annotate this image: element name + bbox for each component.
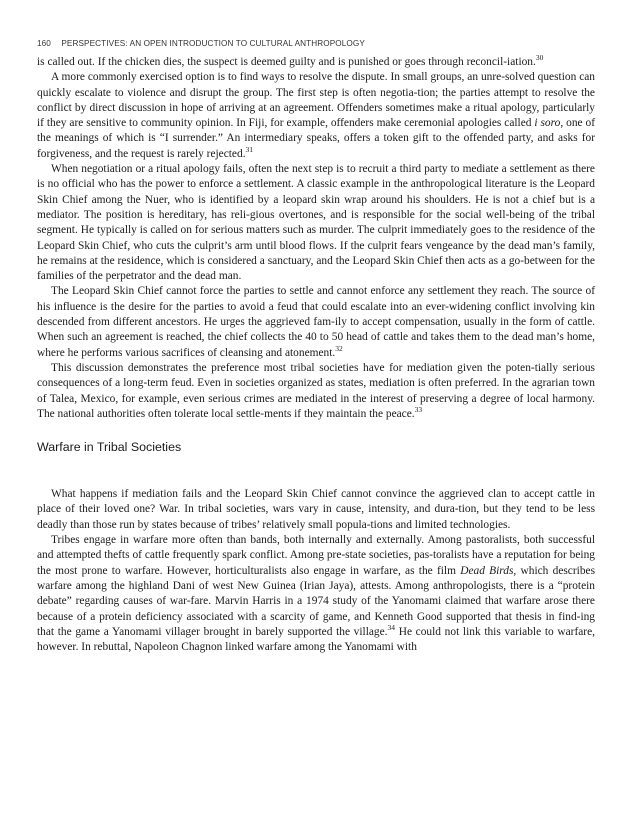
paragraph xyxy=(37,55,595,70)
paragraph-text: This discussion demonstrates the preference most tribal societies have for mediation given the poten-tially serious consequences of a long-term feud. Even in societies organized as states, mediation is often preferred. In the agrarian town of Talea, Mexico, for example, even serious crimes are mediated in the interest of preserving a degree of local harmony. The national authorities often tolerate local settle-ments if they maintain the peace. xyxy=(37,361,595,420)
page-number: 160 xyxy=(37,39,51,48)
paragraph-text-continued: , one of the meanings of which is “I surrender.” An intermediary speaks, offers a token gift to the offended party, and asks for forgiveness, and the request is rarely rejected. xyxy=(37,117,595,160)
footnote-ref: 33 xyxy=(414,405,423,415)
italic-term: i soro xyxy=(534,117,561,130)
paragraph-text: Tribes engage in warfare more often than bands, both internally and externally. Among pastoralists, both successful and attempted thefts of cattle frequently spark conflict. Among pre-state societies, pas-toralists have a reputation for being the most prone to warfare. However, horticulturalists also engage in warfare, as the film xyxy=(37,534,595,577)
paragraph xyxy=(37,162,595,284)
running-title: PERSPECTIVES: AN OPEN INTRODUCTION TO CULTURAL ANTHROPOLOGY xyxy=(61,39,365,48)
paragraph xyxy=(37,284,595,360)
paragraph-text: The Leopard Skin Chief cannot force the parties to settle and cannot enforce any settlement they reach. The source of his influence is the desire for the parties to avoid a feud that could escalate into an ever-widening conflict involving kin descended from different ancestors. He urges the aggrieved fam-ily to accept compensation, usually in the form of cattle. When such an agreement is reached, the chief collects the 40 to 50 head of cattle and takes them to the dead man’s home, where he performs various sacrifices of cleansing and atonement. xyxy=(37,285,595,359)
paragraph-text-end: He could not link this variable to warfare, however. In rebuttal, Napoleon Chagnon linked warfare among the Yanomami with xyxy=(37,625,595,654)
paragraph-text-continued: , which describes warfare among the highland Dani of west New Guinea (Irian Jaya), attests. Among anthropologists, there is a “protein debate” regarding causes of war-fare. Marvin Harris in a 1974 study of the Yanomami claimed that warfare arose there because of a protein deficiency associated with a scarcity of game, and Kenneth Good supported that thesis in find-ing that the game a Yanomami villager brought in barely supported the village. xyxy=(37,564,596,638)
footnote-ref: 30 xyxy=(535,53,544,63)
running-header xyxy=(37,39,365,48)
paragraph xyxy=(37,70,595,162)
paragraph xyxy=(37,487,595,533)
film-title: Dead Birds xyxy=(460,564,514,577)
paragraph xyxy=(37,361,595,422)
footnote-ref: 34 xyxy=(387,623,396,632)
paragraph-text: is called out. If the chicken dies, the suspect is deemed guilty and is punished or goes through reconcil-iation. xyxy=(37,56,536,68)
section-heading: Warfare in Tribal Societies xyxy=(37,440,182,455)
footnote-ref: 31 xyxy=(245,144,254,154)
paragraph-text: When negotiation or a ritual apology fails, often the next step is to recruit a third party to mediate a settlement as there is no official who has the power to enforce a settlement. A classic example in the anthropological literature is the Leopard Skin Chief among the Nuer, who is identified by a leopard skin wrap around his shoulders. He is not a chief but is a mediator. The position is hereditary, has reli-gious overtones, and is responsible for the social well-being of the tribal segment. He typically is called on for serious matters such as murder. The culprit immediately goes to the residence of the Leopard Skin Chief, who cuts the culprit’s arm until blood flows. If the culprit fears vengeance by the dead man’s family, he remains at the residence, which is considered a sanctuary, and the Leopard Skin Chief then acts as a go-between for the families of the perpetrator and the dead man. xyxy=(37,163,595,283)
body-text xyxy=(37,55,595,655)
paragraph xyxy=(37,533,595,655)
paragraph-text: What happens if mediation fails and the Leopard Skin Chief cannot convince the aggrieved clan to accept cattle in place of their loved one? War. In tribal societies, wars vary in cause, intensity, and dura-tion, but they tend to be less deadly than those run by states because of tribes’ relatively small popula-tions and limited technologies. xyxy=(37,488,595,531)
paragraph-text: A more commonly exercised option is to find ways to resolve the dispute. In small groups, an unre-solved question can quickly escalate to violence and disrupt the group. The first step is often negotia-tion; the parties attempt to resolve the conflict by direct discussion in hope of arriving at an agreement. Offenders sometimes make a ritual apology, particularly if they are sensitive to community opinion. In Fiji, for example, offenders make ceremonial apologies called xyxy=(37,71,595,130)
footnote-ref: 32 xyxy=(335,343,343,353)
